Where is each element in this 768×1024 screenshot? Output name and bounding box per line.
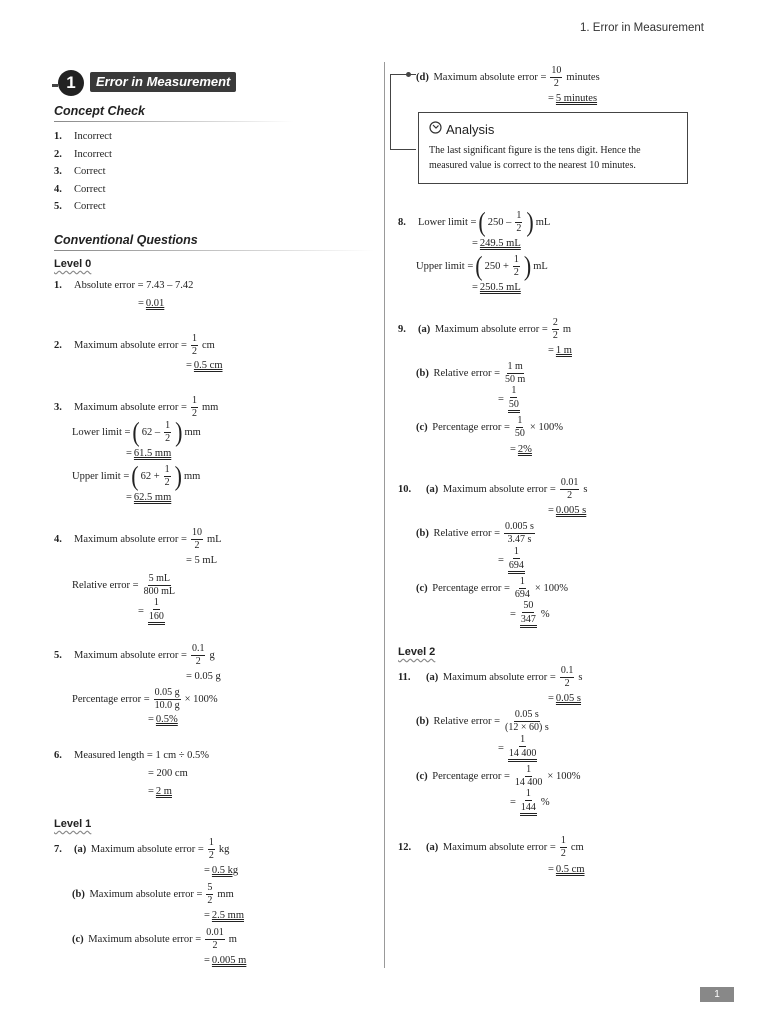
- q7d-line: (d) Maximum absolute error = $\frac{10}{2}$ minutes: [416, 64, 600, 89]
- chapter-number: 1: [58, 70, 84, 96]
- q10c-result: = $\frac{50}{347}$ %: [510, 603, 550, 625]
- q3-upper-result: = 62.5 mm: [126, 491, 172, 503]
- q8-lower: 8. Lower limit = ( 250 – $\frac{1}{2}$ ) mL: [398, 205, 551, 237]
- q10c-line: (c) Percentage error = $\frac{1}{694}$ × 100%: [416, 575, 568, 600]
- list-item: 1. Incorrect: [54, 131, 112, 143]
- q10a-line: 10. (a) Maximum absolute error = $\frac{0.01}{2}$ s: [398, 476, 588, 501]
- q9c-result: = 2%: [510, 443, 532, 455]
- concept-check-list: [54, 128, 112, 216]
- q12a-line: 12. (a) Maximum absolute error = $\frac{1}{2}$ cm: [398, 834, 584, 859]
- q8-upper-result: = 250.5 mL: [472, 281, 521, 293]
- q8-upper: Upper limit = ( 250 + $\frac{1}{2}$ ) mL: [416, 249, 548, 281]
- list-item: 2. Incorrect: [54, 148, 112, 160]
- column-divider: [384, 62, 385, 968]
- q4-mid: = 5 mL: [186, 554, 218, 566]
- chapter-title: Error in Measurement: [90, 72, 236, 92]
- q9a-line: 9. (a) Maximum absolute error = $\frac{2}{2}$ m: [398, 316, 571, 341]
- q3-upper: Upper limit = ( 62 + $\frac{1}{2}$ ) mm: [72, 459, 201, 491]
- q11a-result: = 0.05 s: [548, 692, 582, 704]
- q2-result: = 0.5 cm: [186, 359, 223, 371]
- conventional-heading: Conventional Questions: [54, 233, 198, 247]
- q2-line: 2. Maximum absolute error = $\frac{1}{2}$ cm: [54, 332, 215, 357]
- list-item: 4. Correct: [54, 183, 106, 195]
- q6-mid: = 200 cm: [148, 767, 188, 779]
- q5-percentage: Percentage error = $\frac{0.05 g}{10.0 g}$ × 100%: [72, 686, 218, 711]
- q10b-line: (b) Relative error = $\frac{0.005 s}{3.47 s}$: [416, 520, 534, 545]
- list-item: 3. Correct: [54, 166, 106, 178]
- q5-line: 5. Maximum absolute error = $\frac{0.1}{2}$ g: [54, 642, 215, 667]
- page-number: 1: [700, 987, 734, 1002]
- q3-line: 3. Maximum absolute error = $\frac{1}{2}$ mm: [54, 394, 219, 419]
- q9b-line: (b) Relative error = $\frac{1 m}{50 m}$: [416, 360, 526, 385]
- q4-result: = $\frac{1}{160}$: [138, 600, 167, 622]
- q7c-result: = 0.005 m: [204, 954, 247, 966]
- heading-rule: [54, 250, 374, 251]
- q11b-line: (b) Relative error = $\frac{0.05 s}{(12 \times 60) s}$: [416, 708, 549, 733]
- analysis-box: [418, 112, 688, 184]
- q11c-result: = $\frac{1}{144}$ %: [510, 791, 550, 813]
- q11a-line: 11. (a) Maximum absolute error = $\frac{0.1}{2}$ s: [398, 664, 583, 689]
- q7a-result: = 0.5 kg: [204, 864, 239, 876]
- level-1-heading: Level 1: [54, 818, 92, 830]
- q10b-result: = $\frac{1}{694}$: [498, 549, 527, 571]
- q8-lower-result: = 249.5 mL: [472, 237, 521, 249]
- running-head: 1. Error in Measurement: [580, 22, 704, 34]
- analysis-title: Analysis: [429, 121, 677, 137]
- q1-line: 1. Absolute error = 7.43 – 7.42: [54, 279, 194, 291]
- q9b-result: = $\frac{1}{50}$: [498, 388, 522, 410]
- heading-rule: [54, 121, 294, 122]
- q3-lower: Lower limit = ( 62 – $\frac{1}{2}$ ) mm: [72, 415, 201, 447]
- list-item: 5. Correct: [54, 201, 106, 213]
- q7a-line: 7. (a) Maximum absolute error = $\frac{1}{2}$ kg: [54, 836, 230, 861]
- q11c-line: (c) Percentage error = $\frac{1}{14 400}$ × 100%: [416, 763, 581, 788]
- q11b-result: = $\frac{1}{14 400}$: [498, 737, 539, 759]
- q6-line: 6. Measured length = 1 cm ÷ 0.5%: [54, 749, 210, 761]
- q5-mid: = 0.05 g: [186, 670, 221, 682]
- q4-relative: Relative error = $\frac{5 mL}{800 mL}$: [72, 572, 175, 597]
- connector-dot: [406, 72, 411, 77]
- q5-result: = 0.5%: [148, 713, 178, 725]
- q9a-result: = 1 m: [548, 344, 572, 356]
- q1-result: = 0.01: [138, 297, 165, 309]
- analysis-text: The last significant figure is the tens digit. Hence the measured value is correct to the nearest 10 minutes.: [429, 145, 641, 171]
- q4-line: 4. Maximum absolute error = $\frac{10}{2}$ mL: [54, 526, 222, 551]
- q7c-line: (c) Maximum absolute error = $\frac{0.01}{2}$ m: [72, 926, 237, 951]
- level-2-heading: Level 2: [398, 646, 436, 658]
- q10a-result: = 0.005 s: [548, 504, 587, 516]
- analysis-connector: [390, 74, 416, 150]
- q7d-result: = 5 minutes: [548, 92, 598, 104]
- q7b-line: (b) Maximum absolute error = $\frac{5}{2}$ mm: [72, 881, 234, 906]
- level-0-heading: Level 0: [54, 258, 92, 270]
- q12a-result: = 0.5 cm: [548, 863, 585, 875]
- analysis-icon: [429, 121, 442, 137]
- q6-result: = 2 m: [148, 785, 172, 797]
- q7b-result: = 2.5 mm: [204, 909, 245, 921]
- q9c-line: (c) Percentage error = $\frac{1}{50}$ × 100%: [416, 414, 563, 439]
- q3-lower-result: = 61.5 mm: [126, 447, 172, 459]
- concept-check-heading: Concept Check: [54, 104, 145, 118]
